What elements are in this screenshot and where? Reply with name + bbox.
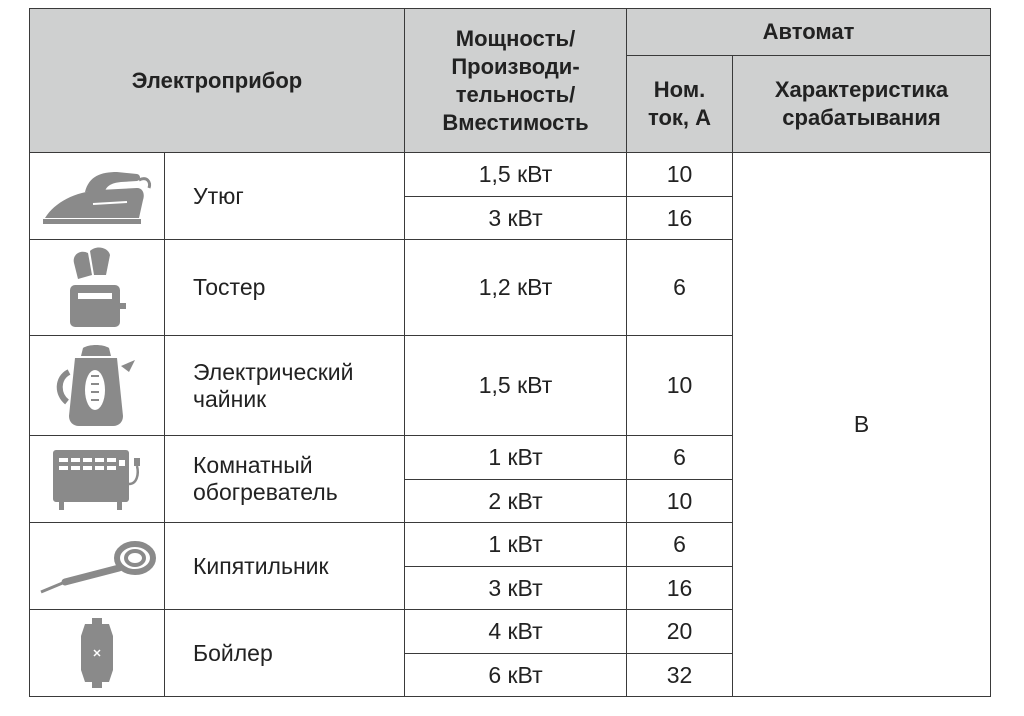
kettle-icon bbox=[55, 342, 139, 430]
header-power: Мощность/ Производи- тельность/ Вместимость bbox=[405, 9, 627, 153]
power-cell: 1 кВт bbox=[405, 523, 627, 567]
toaster-icon bbox=[62, 245, 132, 331]
header-trip-characteristic: Характеристика срабатывания bbox=[733, 56, 991, 153]
header-nominal-current: Ном. ток, А bbox=[627, 56, 733, 153]
current-cell: 16 bbox=[627, 567, 733, 610]
current-cell: 10 bbox=[627, 153, 733, 197]
power-cell: 2 кВт bbox=[405, 480, 627, 523]
power-cell: 1,5 кВт bbox=[405, 153, 627, 197]
device-name-iron: Утюг bbox=[165, 153, 405, 240]
device-name-immersion-heater: Кипятильник bbox=[165, 523, 405, 610]
current-cell: 6 bbox=[627, 436, 733, 480]
current-cell: 20 bbox=[627, 610, 733, 654]
heater-icon-cell bbox=[30, 436, 165, 523]
current-cell: 6 bbox=[627, 240, 733, 336]
current-cell: 32 bbox=[627, 654, 733, 697]
toaster-icon-cell bbox=[30, 240, 165, 336]
immersion-heater-icon bbox=[35, 536, 159, 596]
header-device: Электроприбор bbox=[30, 9, 405, 153]
iron-icon bbox=[41, 166, 153, 226]
boiler-icon bbox=[77, 616, 117, 690]
iron-icon-cell bbox=[30, 153, 165, 240]
current-cell: 6 bbox=[627, 523, 733, 567]
current-cell: 10 bbox=[627, 480, 733, 523]
power-cell: 4 кВт bbox=[405, 610, 627, 654]
trip-characteristic-value: B bbox=[733, 153, 991, 697]
device-name-kettle: Электрический чайник bbox=[165, 336, 405, 436]
device-name-heater: Комнатный обогреватель bbox=[165, 436, 405, 523]
kettle-icon-cell bbox=[30, 336, 165, 436]
power-cell: 3 кВт bbox=[405, 567, 627, 610]
heater-icon bbox=[49, 444, 145, 514]
current-cell: 10 bbox=[627, 336, 733, 436]
power-cell: 1,5 кВт bbox=[405, 336, 627, 436]
breaker-table bbox=[29, 8, 991, 697]
device-name-boiler: Бойлер bbox=[165, 610, 405, 697]
power-cell: 3 кВт bbox=[405, 197, 627, 240]
header-breaker: Автомат bbox=[627, 9, 991, 56]
immersion-heater-icon-cell bbox=[30, 523, 165, 610]
boiler-icon-cell bbox=[30, 610, 165, 697]
power-cell: 1 кВт bbox=[405, 436, 627, 480]
current-cell: 16 bbox=[627, 197, 733, 240]
power-cell: 1,2 кВт bbox=[405, 240, 627, 336]
power-cell: 6 кВт bbox=[405, 654, 627, 697]
device-name-toaster: Тостер bbox=[165, 240, 405, 336]
